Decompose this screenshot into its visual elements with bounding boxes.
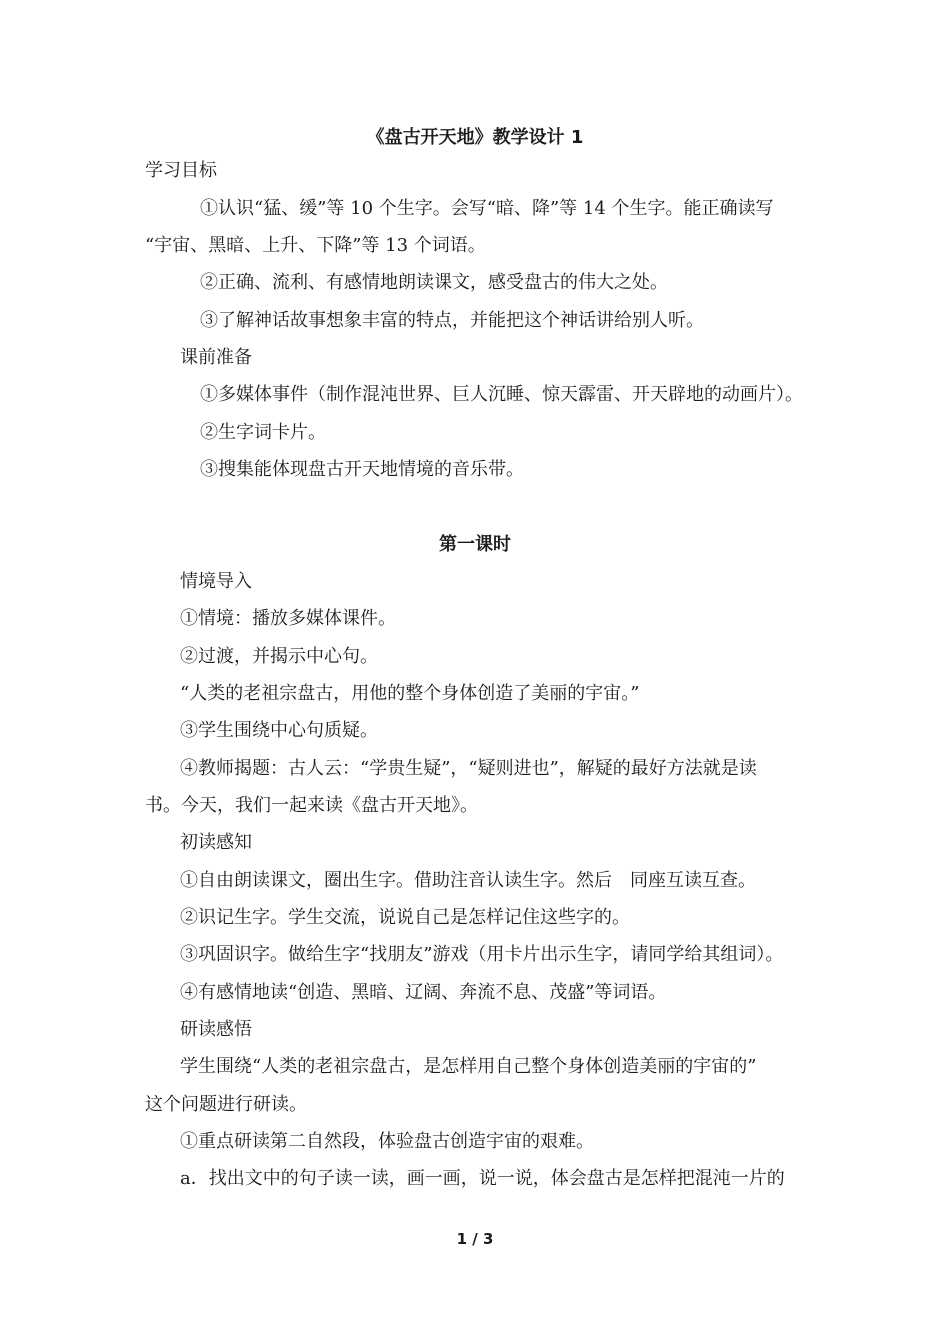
intro-line-5: ④教师揭题：古人云：“学贵生疑”，“疑则进也”，解疑的最好方法就是读 — [180, 758, 757, 779]
objective-line-2: “宇宙、黑暗、上升、下降”等 13 个词语。 — [145, 235, 486, 256]
intro-heading: 情境导入 — [180, 571, 252, 592]
page-number: 1 / 3 — [456, 1230, 494, 1248]
prep-line-1: ①多媒体事件（制作混沌世界、巨人沉睡、惊天霹雷、开天辟地的动画片）。 — [200, 384, 803, 405]
lesson-heading: 第一课时 — [439, 534, 511, 555]
first-read-line-3: ③巩固识字。做给生字“找朋友”游戏（用卡片出示生字，请同学给其组词）。 — [180, 944, 784, 965]
intro-line-4: ③学生围绕中心句质疑。 — [180, 720, 378, 741]
objectives-heading: 学习目标 — [145, 160, 217, 181]
study-line-1: 学生围绕“人类的老祖宗盘古，是怎样用自己整个身体创造美丽的宇宙的” — [180, 1056, 757, 1077]
prep-line-3: ③搜集能体现盘古开天地情境的音乐带。 — [200, 459, 524, 480]
prep-line-2: ②生字词卡片。 — [200, 422, 326, 443]
study-line-3: ①重点研读第二自然段，体验盘古创造宇宙的艰难。 — [180, 1131, 594, 1152]
study-line-2: 这个问题进行研读。 — [145, 1094, 307, 1115]
prep-heading: 课前准备 — [180, 347, 252, 368]
study-heading: 研读感悟 — [180, 1019, 252, 1040]
document-title: 《盘古开天地》教学设计 1 — [366, 127, 584, 148]
first-read-line-4: ④有感情地读“创造、黑暗、辽阔、奔流不息、茂盛”等词语。 — [180, 982, 667, 1003]
intro-line-1: ①情境：播放多媒体课件。 — [180, 608, 396, 629]
objective-line-1: ①认识“猛、缓”等 10 个生字。会写“暗、降”等 14 个生字。能正确读写 — [200, 198, 774, 219]
intro-line-2: ②过渡，并揭示中心句。 — [180, 646, 378, 667]
intro-line-6: 书。今天，我们一起来读《盘古开天地》。 — [145, 795, 478, 816]
intro-line-3: “人类的老祖宗盘古，用他的整个身体创造了美丽的宇宙。” — [180, 683, 640, 704]
objective-line-4: ③了解神话故事想象丰富的特点，并能把这个神话讲给别人听。 — [200, 310, 704, 331]
first-read-line-1: ①自由朗读课文，圈出生字。借助注音认读生字。然后 同座互读互查。 — [180, 870, 756, 891]
first-read-heading: 初读感知 — [180, 832, 252, 853]
objective-line-3: ②正确、流利、有感情地朗读课文，感受盘古的伟大之处。 — [200, 272, 668, 293]
study-line-4: a．找出文中的句子读一读，画一画，说一说，体会盘古是怎样把混沌一片的 — [180, 1168, 785, 1189]
first-read-line-2: ②识记生字。学生交流，说说自己是怎样记住这些字的。 — [180, 907, 630, 928]
